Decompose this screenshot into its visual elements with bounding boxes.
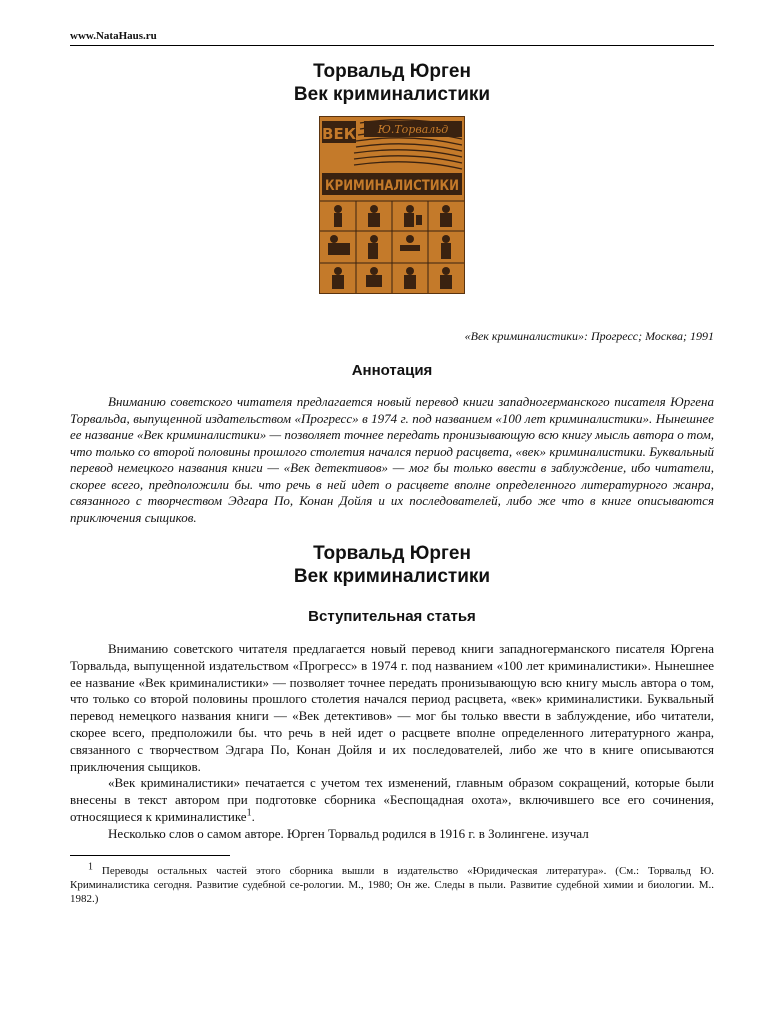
intro-heading: Вступительная статья: [308, 608, 476, 625]
page: [70, 30, 714, 906]
cover-illustration: [320, 117, 464, 293]
footnote-text: Переводы остальных частей этого сборника вышли в издательство «Юридическая литература». (См.: Торвальд Ю. Криминалистика сегодня. Развитие судебной се-рологии. М., 1980; Он же. Следы в пыли. Развитие судебной химии и биологии. М.. 1982.): [70, 864, 714, 905]
footnote-divider: [70, 855, 230, 856]
second-title-book: Век криминалистики: [293, 566, 491, 587]
intro-paragraph-2-text: «Век криминалистики» печатается с учетом тех изменений, главным образом сокращений, которые были внесены в текст автором при подготовке сборника «Беспощадная охота», включившего все его сочинения, относящиеся к криминалистике: [70, 775, 714, 824]
intro-paragraph-1: Вниманию советского читателя предлагается новый перевод книги западногерманского писателя Юргена Торвальда, выпущенной издательством «Прогресс» в 1974 г. под названием «100 лет криминалистики». Нынешнее ее название «Век криминалистики» — позволяет точнее передать пронизывающую всю книгу мысль автора о том, что только со второй половины прошлого столетия начался период расцвета, «век» криминалистики. Буквальный перевод немецкого названия книги — «Век детективов» — мог бы только ввести в заблуждение, ибо читатели, скорее всего, предположили бы. что речь в ней идет о расцвете вполне определенного литературного жанра, связанного с творчеством Эдгара По, Конан Дойля и их последователей, либо же что в книге описываются приключения сыщиков.: [70, 641, 714, 774]
cover-caption: «Век криминалистики»: Прогресс; Москва; 1991: [464, 329, 714, 343]
annotation-text: Вниманию советского читателя предлагается новый перевод книги западногерманского писателя Юргена Торвальда, выпущенной издательством «Прогресс» в 1974 г. под названием «100 лет криминалистики». Нынешнее ее название «Век криминалистики» — позволяет точнее передать пронизывающую всю книгу мысль автора о том, что только со второй половины прошлого столетия начался период расцвета, «век» криминалистики. Буквальный перевод немецкого названия книги — «Век детективов» — мог бы только ввести в заблуждение, ибо читатели, скорее всего, предположили бы. что речь в ней идет о расцвете вполне определенного литературного жанра, связанного с творчеством Эдгара По, Конан Дойля и их последователей, либо же что в книге описываются приключения сыщиков.: [70, 394, 714, 525]
second-title-author: Торвальд Юрген: [313, 543, 471, 564]
intro-paragraph-2: [70, 775, 714, 825]
title-book: Век криминалистики: [293, 84, 491, 105]
cover-wrapper: [70, 116, 714, 299]
second-title: [70, 542, 714, 588]
cover-main-word: КРИМИНАЛИСТИКИ: [325, 178, 459, 194]
cover-top-word: ВЕК: [322, 125, 356, 143]
footnote-mark: 1: [88, 860, 93, 872]
document-title: [70, 60, 714, 106]
intro-paragraph-3: Несколько слов о самом авторе. Юрген Торвальд родился в 1916 г. в Золингене. изучал: [108, 825, 589, 841]
annotation-heading: Аннотация: [351, 362, 433, 379]
intro-paragraph-2-end: .: [251, 808, 255, 824]
intro-body: [70, 641, 714, 843]
footnote-ref[interactable]: 1: [246, 807, 252, 819]
site-url-header[interactable]: www.NataHaus.ru: [70, 30, 714, 46]
footnote: [70, 860, 714, 906]
book-cover-image: [319, 116, 465, 294]
cover-author-script: Ю.Торвальд: [377, 123, 449, 136]
title-author: Торвальд Юрген: [313, 61, 471, 82]
